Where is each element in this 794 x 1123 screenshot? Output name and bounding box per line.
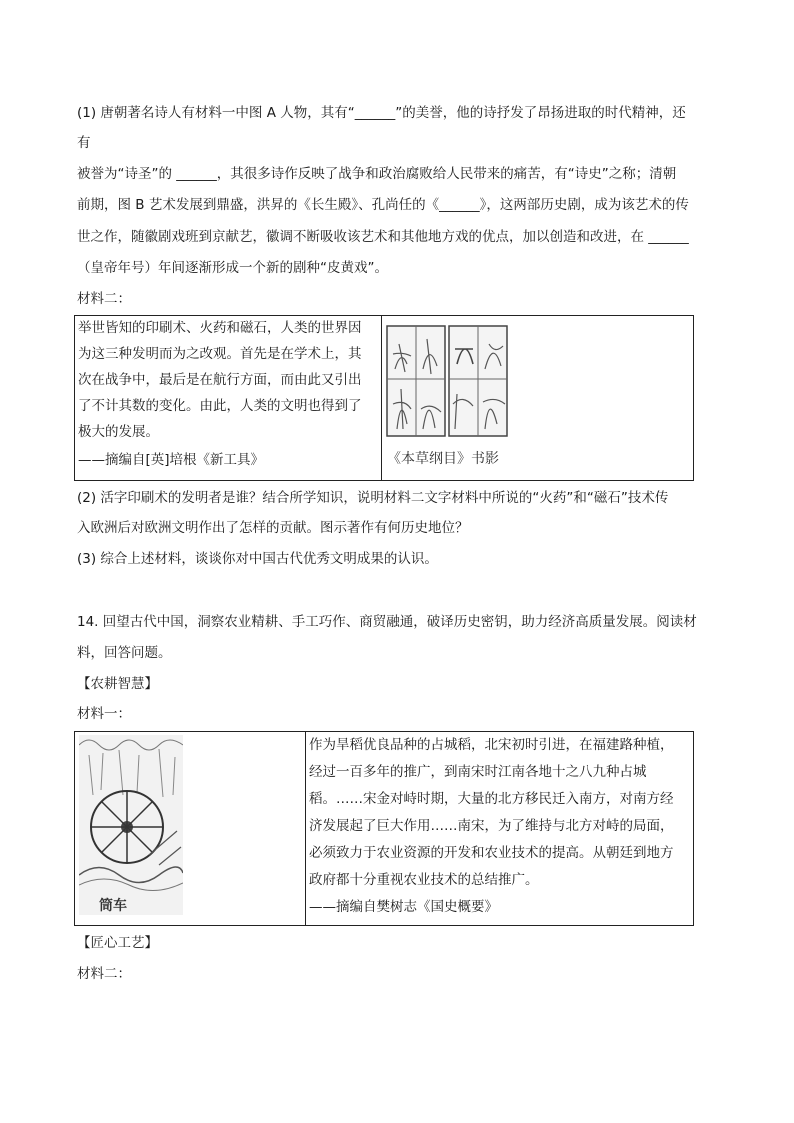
material2-text-line: 举世皆知的印刷术、火药和磁石，人类的世界因 xyxy=(78,320,362,336)
section-heading-craft: 【匠心工艺】 xyxy=(77,935,158,951)
q14-intro-line-1: 14. 回望古代中国，洞察农业精耕、手工巧作、商贸融通，破译历史密钥，助力经济高质量发展。阅读材 xyxy=(77,614,697,630)
q1-line-2: 有 xyxy=(77,135,91,151)
tong-che-caption: 筒车 xyxy=(99,898,127,914)
material2-text-cell xyxy=(75,316,381,480)
q1-line-1: (1) 唐朝著名诗人有材料一中图 A 人物，其有“______”的美誉，他的诗抒发了昂扬进取的时代精神，还 xyxy=(77,105,686,121)
material1-label: 材料一： xyxy=(77,706,131,722)
tong-che-image xyxy=(79,735,183,915)
material1-text-line: 政府都十分重视农业技术的总结推广。 xyxy=(309,872,539,888)
bencao-gangmu-image xyxy=(385,324,511,474)
material2-text-line: 为这三种发明而为之改观。首先是在学术上，其 xyxy=(78,346,362,362)
bencao-image-caption: 《本草纲目》书影 xyxy=(387,451,499,467)
material1-source: ——摘编自樊树志《国史概要》 xyxy=(309,899,498,915)
q2-line-2: 入欧洲后对欧洲文明作出了怎样的贡献。图示著作有何历史地位？ xyxy=(77,520,469,536)
q2-line-1: (2) 活字印刷术的发明者是谁？结合所学知识，说明材料二文字材料中所说的“火药”和“磁石”技术传 xyxy=(77,490,669,506)
material2-label: 材料二： xyxy=(77,291,131,307)
material2-text-line: 极大的发展。 xyxy=(78,424,159,440)
material2-table xyxy=(74,315,694,481)
material2-source: ——摘编自[英]培根《新工具》 xyxy=(78,452,265,468)
material2-text-line: 了不计其数的变化。由此，人类的文明也得到了 xyxy=(78,398,362,414)
q14-intro-line-2: 料，回答问题。 xyxy=(77,645,172,661)
q3-line: (3) 综合上述材料，谈谈你对中国古代优秀文明成果的认识。 xyxy=(77,551,438,567)
q1-line-3: 被誉为“诗圣”的 ______，其很多诗作反映了战争和政治腐败给人民带来的痛苦，有“诗史”之称；清朝 xyxy=(77,166,677,182)
q1-line-6: （皇帝年号）年间逐渐形成一个新的剧种“皮黄戏”。 xyxy=(77,260,388,276)
material1-text-line: 经过一百多年的推广，到南宋时江南各地十之八九种占城 xyxy=(309,764,647,780)
q1-line-5: 世之作，随徽剧戏班到京献艺，徽调不断吸收该艺术和其他地方戏的优点，加以创造和改进，在 ______ xyxy=(77,229,689,245)
table-divider xyxy=(381,316,382,480)
section-heading-farming: 【农耕智慧】 xyxy=(77,676,158,692)
waterwheel-illustration xyxy=(79,735,183,915)
material1-table xyxy=(74,731,694,926)
material1-text-line: 作为旱稻优良品种的占城稻，北宋初时引进，在福建路种植， xyxy=(309,737,674,753)
material1-text-line: 稻。……宋金对峙时期，大量的北方移民迁入南方，对南方经 xyxy=(309,791,674,807)
material1-text-line: 济发展起了巨大作用……南宋，为了维持与北方对峙的局面， xyxy=(309,818,674,834)
q1-line-4: 前期，图 B 艺术发展到鼎盛，洪昇的《长生殿》、孔尚任的《______》，这两部历史剧，成为该艺术的传 xyxy=(77,197,689,213)
material2-text-line: 次在战争中，最后是在航行方面，而由此又引出 xyxy=(78,372,362,388)
material2-label-q14: 材料二： xyxy=(77,966,131,982)
material1-text-line: 必须致力于农业资源的开发和农业技术的提高。从朝廷到地方 xyxy=(309,845,674,861)
material1-text-cell xyxy=(305,732,693,925)
